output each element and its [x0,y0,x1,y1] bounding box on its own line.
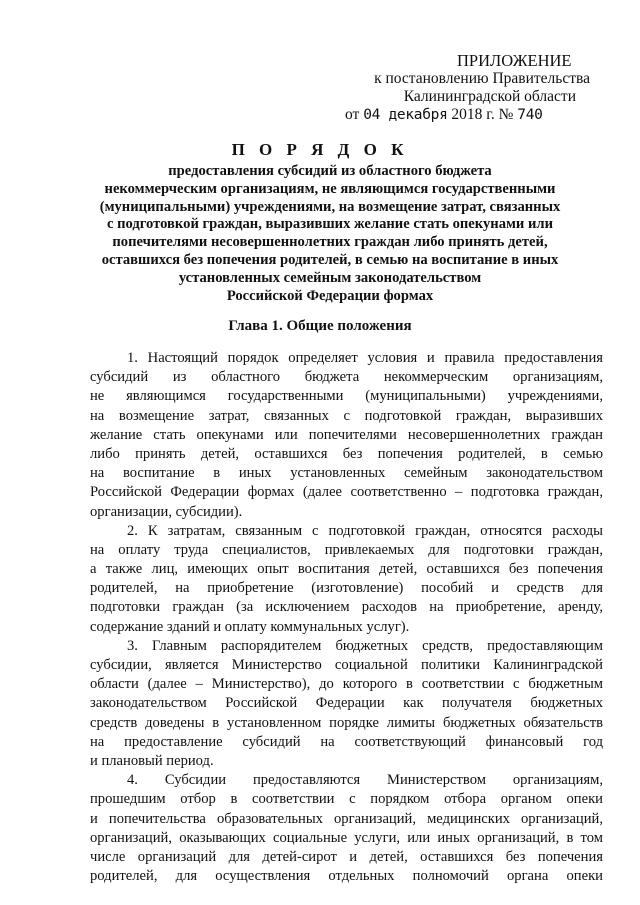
year: 2018 г. [451,106,495,123]
text-line: а также лиц, имеющих опыт воспитания детей, оставшихся без попечения [90,561,603,578]
text-line: Российской Федерации формах (далее соответственно – подготовка граждан, [90,484,603,501]
text-line: организации, субсидии). [90,503,243,520]
text-line: родителей, на приобретение (изготовление) пособий и средств для [90,580,603,597]
text-line: субсидий из областного бюджета некоммерческим организациям, [90,369,603,386]
document-title: П О Р Я Д О К [231,140,409,159]
number-value: 740 [517,107,543,123]
text-line: 1. Настоящий порядок определяет условия и правила предоставления [127,350,603,366]
text-line: и попечительства образовательных организаций, медицинских организаций, [90,810,603,827]
text-line: 4. Субсидии предоставляются Министерством организациям, [127,772,603,789]
appendix-date-line [300,106,620,124]
text-line: субсидии, является Министерство социальной политики Калининградской [90,657,603,673]
text-line: законодательством Российской Федерации как получателя бюджетных [90,695,603,712]
date-value: 04 декабря [363,107,448,123]
text-line: прошедшим отбор в соответствии с порядком отбора органом опеки [90,791,603,808]
subtitle-line: Российской Федерации формах [226,287,434,304]
text-line: на предоставление субсидий на соответствующий финансовый год [90,733,603,750]
text-line: 3. Главным распорядителем бюджетных средств, предоставляющим [127,637,603,654]
subtitle-line: предоставления субсидий из областного бюджета [168,163,492,179]
text-line: организаций, оказывающих социальные услуги, или иных организаций, в том [90,829,603,846]
appendix-heading: ПРИЛОЖЕНИЕ [457,51,572,70]
subtitle-line: оставшихся без попечения родителей, в семью на воспитание в иных [101,251,559,268]
text-line: не являющимся государственными (муниципальными) учреждениями, [90,388,603,405]
subtitle-line: установленных семейным законодательством [178,269,482,286]
text-line: подготовки граждан (за исключением расходов на приобретение, аренду, [90,599,603,616]
text-line: средств доведены в установленном порядке лимиты бюджетных обязательств [90,714,603,731]
date-prefix: от [345,106,360,123]
document-subtitle [80,163,580,305]
subtitle-line: (муниципальными) учреждениями, на возмещение затрат, связанных [99,198,561,215]
subtitle-line: попечителями несовершеннолетних граждан либо принять детей, [112,234,548,251]
body-text [90,349,603,886]
text-line: желание стать опекунами или попечителями несовершеннолетних граждан [90,426,603,443]
text-line: числе организаций для детей-сирот и детей, оставшихся без попечения [90,848,603,865]
subtitle-line: некоммерческим организациям, не являющимся государственными [104,180,556,197]
subtitle-line: с подготовкой граждан, выразивших желание стать опекунами или [106,216,553,233]
text-line: либо принять детей, оставшихся без попечения родителей, в семью [90,445,603,462]
number-sign: № [498,106,514,123]
text-line: на воспитание в иных установленных семейным законодательством [90,465,603,482]
text-line: родителей, для осуществления отдельных полномочий органа опеки [90,868,603,885]
text-line: и плановый период. [90,752,214,769]
text-line: на оплату труда специалистов, привлекаемых для подготовки граждан, [90,541,603,558]
appendix-decree-line: к постановлению Правительства [374,70,590,87]
text-line: 2. К затратам, связанным с подготовкой граждан, относятся расходы [127,522,603,539]
text-line: содержание зданий и оплату коммунальных услуг). [90,618,410,635]
appendix-region-line: Калининградской области [403,88,576,105]
chapter-heading: Глава 1. Общие положения [228,318,412,334]
text-line: области (далее – Министерство), до которого в соответствии с бюджетным [90,676,603,693]
text-line: на возмещение затрат, связанных с подготовкой граждан, выразивших [90,407,603,424]
appendix-block [300,52,620,124]
